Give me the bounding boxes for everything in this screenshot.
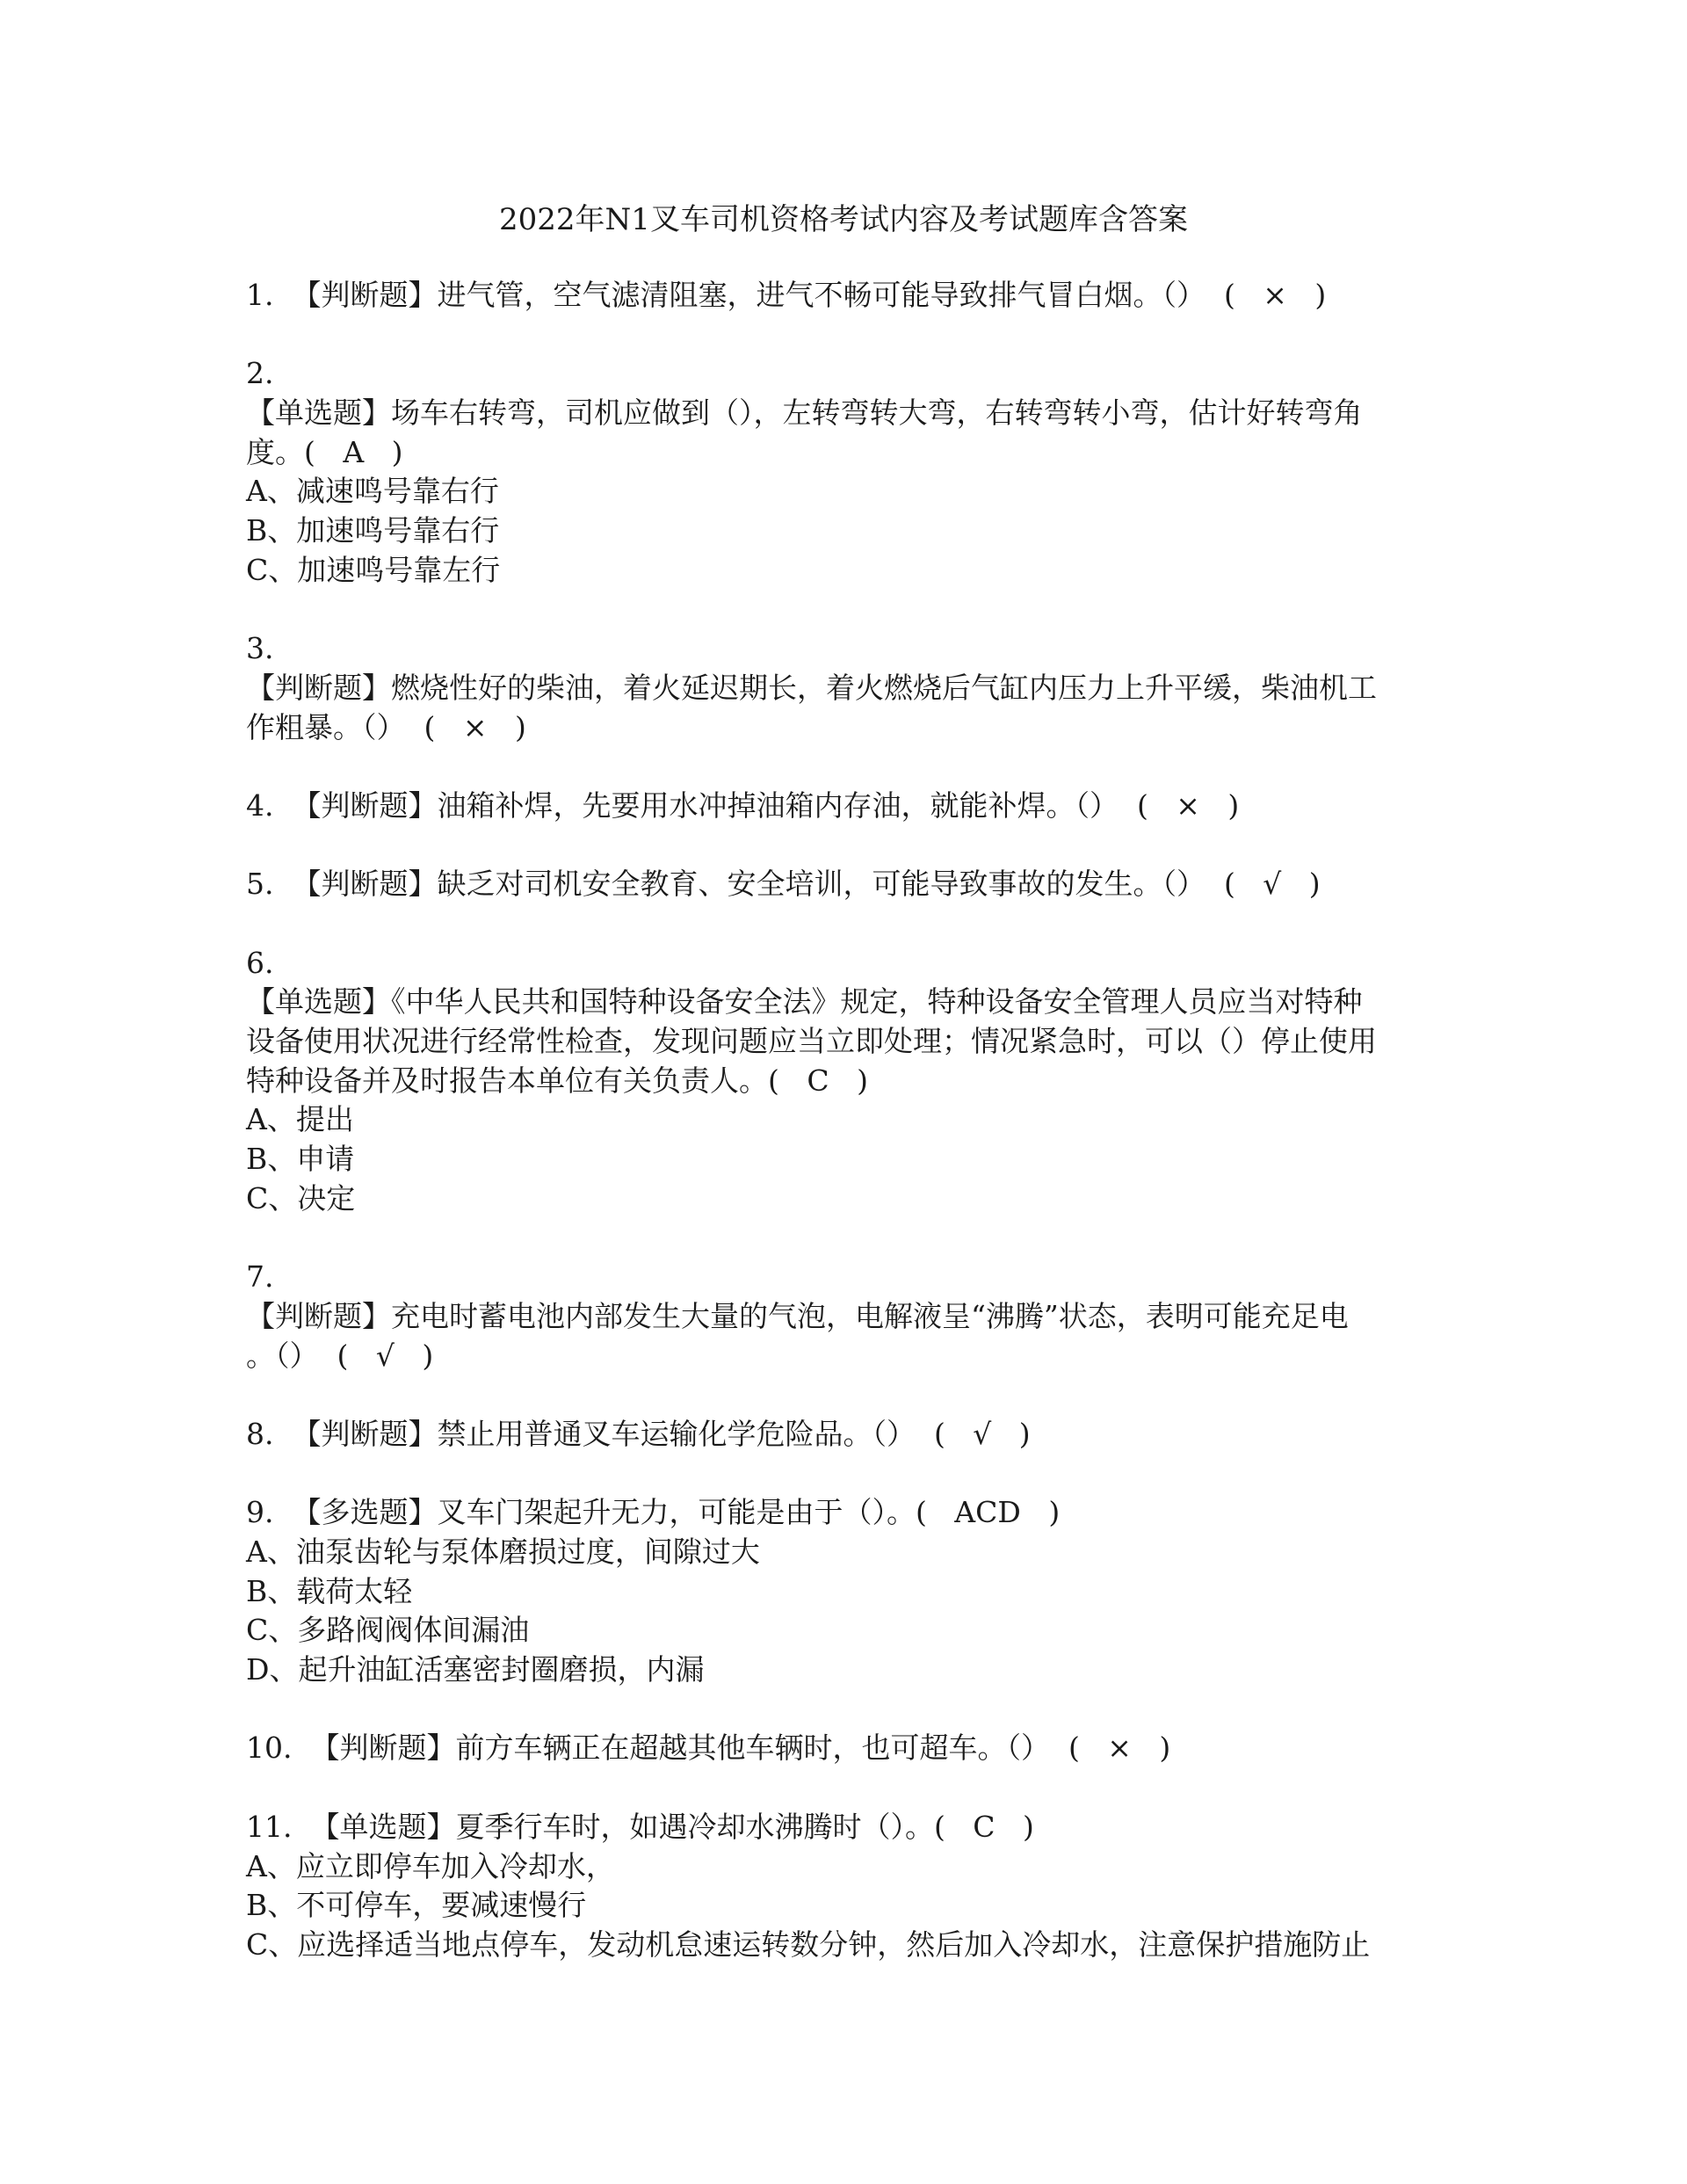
text-line: 特种设备并及时报告本单位有关负责人。( C )	[246, 1063, 868, 1098]
text-line: 度。( A )	[246, 434, 403, 469]
text-line: B、不可停车，要减速慢行	[246, 1888, 587, 1923]
blank-line	[246, 591, 1423, 630]
text-line: 6.	[246, 945, 274, 980]
text-line: C、应选择适当地点停车，发动机怠速运转数分钟，然后加入冷却水，注意保护措施防止	[246, 1926, 1371, 1962]
blank-line	[246, 747, 1423, 787]
text-line: 【判断题】充电时蓄电池内部发生大量的气泡，电解液呈“沸腾”状态，表明可能充足电	[246, 1298, 1349, 1333]
text-line: 2.	[246, 356, 274, 391]
text-line: 8. 【判断题】禁止用普通叉车运输化学危险品。（） ( √ )	[246, 1416, 1031, 1451]
text-line: 4. 【判断题】油箱补焊，先要用水冲掉油箱内存油，就能补焊。（） ( × )	[246, 787, 1240, 823]
blank-line	[246, 904, 1423, 944]
text-line: D、起升油缸活塞密封圈磨损，内漏	[246, 1652, 705, 1687]
blank-line	[246, 1219, 1423, 1259]
blank-line	[246, 1455, 1423, 1494]
text-line: 9. 【多选题】叉车门架起升无力，可能是由于（）。( ACD )	[246, 1495, 1061, 1530]
text-line: 1. 【判断题】进气管，空气滤清阻塞，进气不畅可能导致排气冒白烟。（） ( × )	[246, 278, 1327, 312]
text-line: 作粗暴。（） ( × )	[246, 709, 526, 744]
text-line: A、提出	[246, 1102, 354, 1137]
text-line: 3.	[246, 631, 274, 666]
text-line: B、载荷太轻	[246, 1573, 413, 1608]
text-line: 。（） ( √ )	[246, 1338, 434, 1373]
text-line: A、应立即停车加入冷却水，	[246, 1848, 615, 1883]
text-line: B、加速鸣号靠右行	[246, 513, 500, 548]
text-line: 【单选题】《中华人民共和国特种设备安全法》规定，特种设备安全管理人员应当对特种	[246, 984, 1363, 1019]
text-line: B、申请	[246, 1142, 355, 1177]
document-title: 2022年N1叉车司机资格考试内容及考试题库含答案	[499, 202, 1188, 237]
text-line: 11. 【单选题】夏季行车时，如遇冷却水沸腾时（）。( C )	[246, 1809, 1034, 1844]
question-list	[246, 276, 1423, 1965]
text-line: 【判断题】燃烧性好的柴油，着火延迟期长，着火燃烧后气缸内压力上升平缓，柴油机工	[246, 670, 1377, 705]
blank-line	[246, 1375, 1423, 1415]
text-line: C、决定	[246, 1180, 356, 1215]
blank-line	[246, 1690, 1423, 1730]
text-line: 10. 【判断题】前方车辆正在超越其他车辆时，也可超车。（） ( × )	[246, 1731, 1171, 1766]
blank-line	[246, 316, 1423, 355]
text-line: 5. 【判断题】缺乏对司机安全教育、安全培训，可能导致事故的发生。（） ( √ )	[246, 867, 1321, 902]
text-line: 设备使用状况进行经常性检查，发现问题应当立即处理；情况紧急时，可以（）停止使用	[246, 1024, 1377, 1059]
text-line: 7.	[246, 1259, 274, 1295]
text-line: A、油泵齿轮与泵体磨损过度，间隙过大	[246, 1535, 760, 1569]
blank-line	[246, 1768, 1423, 1808]
text-line: 【单选题】场车右转弯，司机应做到（），左转弯转大弯，右转弯转小弯，估计好转弯角	[246, 395, 1363, 431]
text-line: A、减速鸣号靠右行	[246, 474, 499, 509]
text-line: C、加速鸣号靠左行	[246, 552, 501, 587]
blank-line	[246, 826, 1423, 866]
text-line: C、多路阀阀体间漏油	[246, 1613, 530, 1648]
